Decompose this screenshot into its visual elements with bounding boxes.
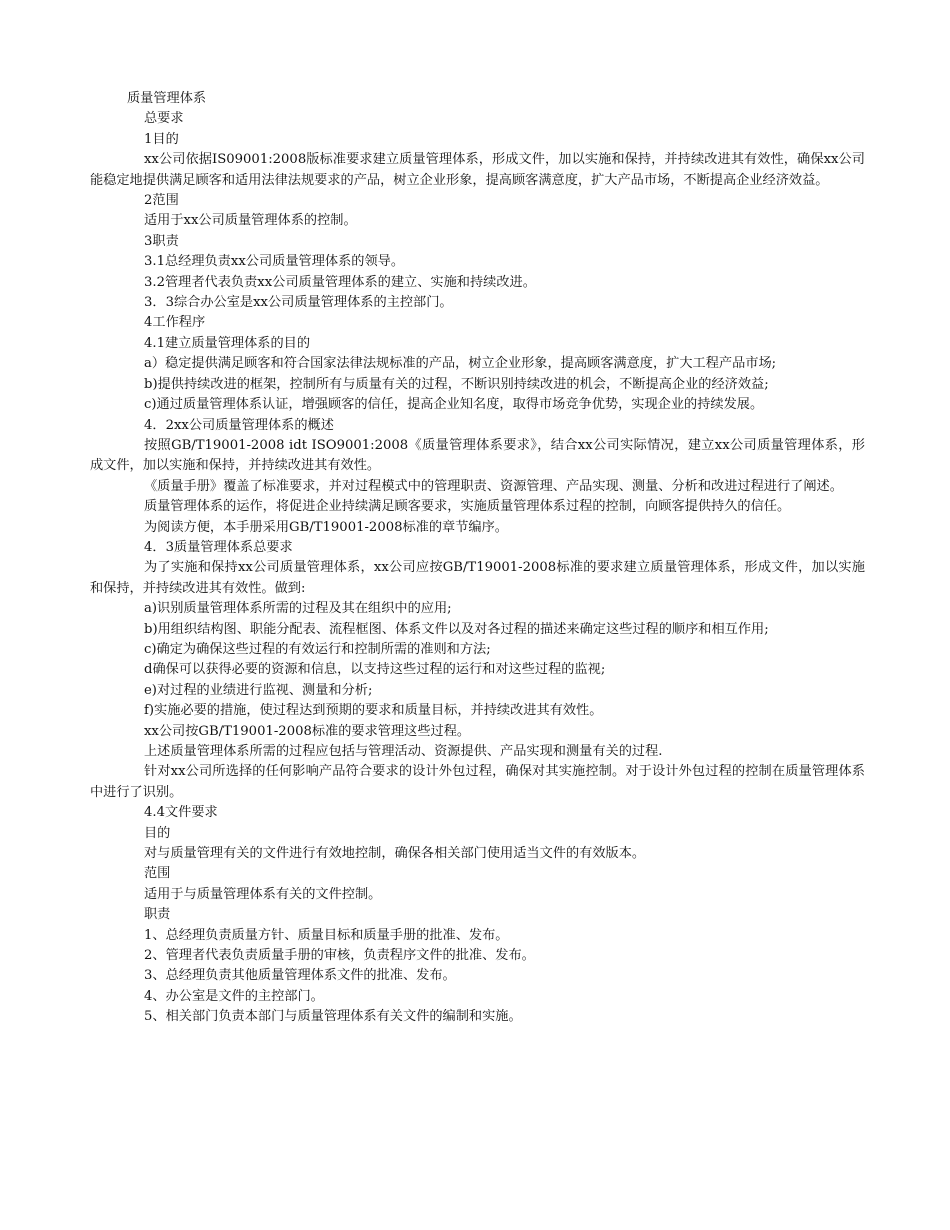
- document-paragraph: 适用于与质量管理体系有关的文件控制。: [144, 886, 382, 902]
- document-paragraph: 4．2xx公司质量管理体系的概述: [144, 417, 334, 433]
- document-paragraph: 4.4文件要求: [144, 805, 218, 821]
- document-paragraph: c)确定为确保这些过程的有效运行和控制所需的准则和方法;: [144, 641, 491, 657]
- document-paragraph: c)通过质量管理体系认证，增强顾客的信任，提高企业知名度，取得市场竞争优势，实现企业的持续发展。: [144, 397, 764, 413]
- document-paragraph: 3.1总经理负责xx公司质量管理体系的领导。: [144, 254, 405, 270]
- document-paragraph: 范围: [144, 866, 171, 882]
- document-paragraph: xx公司依据IS09001:2008版标准要求建立质量管理体系，形成文件，加以实施和保持，并持续改进其有效性，确保xx公司能稳定地提供满足顾客和适用法律法规要求的产品，树立企业形象，提高顾客满意度，扩大产品市场，不断提高企业经济效益。: [90, 152, 865, 188]
- document-paragraph: a)识别质量管理体系所需的过程及其在组织中的应用;: [144, 601, 452, 617]
- document-paragraph: 适用于xx公司质量管理体系的控制。: [144, 213, 357, 229]
- document-paragraph: 4、办公室是文件的主控部门。: [144, 988, 324, 1004]
- document-title: 质量管理体系: [127, 91, 207, 106]
- document-paragraph: 1、总经理负责质量方针、质量目标和质量手册的批准、发布。: [144, 927, 509, 943]
- document-paragraph: a）稳定提供满足顾客和符合国家法律法规标准的产品，树立企业形象，提高顾客满意度，扩大工程产品市场;: [144, 356, 777, 372]
- document-paragraph: 3．3综合办公室是xx公司质量管理体系的主控部门。: [144, 295, 453, 311]
- document-paragraph: 5、相关部门负责本部门与质量管理体系有关文件的编制和实施。: [144, 1009, 522, 1025]
- document-paragraph: 4．3质量管理体系总要求: [144, 539, 293, 555]
- document-paragraph: d确保可以获得必要的资源和信息，以支持这些过程的运行和对这些过程的监视;: [144, 662, 606, 678]
- document-paragraph: 1目的: [144, 131, 179, 147]
- document-paragraph: 4.1建立质量管理体系的目的: [144, 335, 311, 351]
- document-paragraph: 2范围: [144, 193, 179, 209]
- document-page: [90, 89, 865, 1028]
- document-paragraph: 3职责: [144, 233, 179, 249]
- document-paragraph: e)对过程的业绩进行监视、测量和分析;: [144, 682, 373, 698]
- document-paragraph: 3、总经理负责其他质量管理体系文件的批准、发布。: [144, 968, 456, 984]
- document-paragraph: 2、管理者代表负责质量手册的审核，负责程序文件的批准、发布。: [144, 948, 535, 964]
- document-paragraph: 按照GB/T19001-2008 idt ISO9001:2008《质量管理体系要求》，结合xx公司实际情况，建立xx公司质量管理体系，形成文件，加以实施和保持，并持续改进其有效性。: [90, 437, 865, 474]
- document-paragraph: 《质量手册》覆盖了标准要求，并对过程模式中的管理职责、资源管理、产品实现、测量、分析和改进过程进行了阐述。: [144, 478, 843, 494]
- document-paragraph: 针对xx公司所选择的任何影响产品符合要求的设计外包过程，确保对其实施控制。对于设计外包过程的控制在质量管理体系中进行了识别。: [90, 764, 865, 800]
- document-paragraph: b)用组织结构图、职能分配表、流程框图、体系文件以及对各过程的描述来确定这些过程的顺序和相互作用;: [144, 621, 769, 637]
- document-paragraph: 3.2管理者代表负责xx公司质量管理体系的建立、实施和持续改进。: [144, 274, 536, 290]
- document-body: [90, 109, 865, 1027]
- document-paragraph: 为阅读方便，本手册采用GB/T19001-2008标准的章节编序。: [144, 519, 508, 535]
- document-paragraph: xx公司按GB/T19001-2008标准的要求管理这些过程。: [144, 723, 471, 739]
- document-paragraph: 总要求: [144, 111, 184, 127]
- document-paragraph: 为了实施和保持xx公司质量管理体系，xx公司应按GB/T19001-2008标准的要求建立质量管理体系，形成文件，加以实施和保持，并持续改进其有效性。做到:: [90, 560, 865, 596]
- document-paragraph: 质量管理体系的运作，将促进企业持续满足顾客要求，实施质量管理体系过程的控制，向顾客提供持久的信任。: [144, 499, 791, 515]
- document-paragraph: 4工作程序: [144, 315, 206, 331]
- document-paragraph: b)提供持续改进的框架，控制所有与质量有关的过程，不断识别持续改进的机会，不断提高企业的经济效益;: [144, 376, 769, 392]
- document-paragraph: f)实施必要的措施，使过程达到预期的要求和质量目标，并持续改进其有效性。: [144, 703, 603, 719]
- document-paragraph: 上述质量管理体系所需的过程应包括与管理活动、资源提供、产品实现和测量有关的过程.: [144, 744, 663, 759]
- document-paragraph: 目的: [144, 825, 171, 841]
- document-paragraph: 对与质量管理有关的文件进行有效地控制，确保各相关部门使用适当文件的有效版本。: [144, 846, 646, 862]
- document-paragraph: 职责: [144, 907, 171, 923]
